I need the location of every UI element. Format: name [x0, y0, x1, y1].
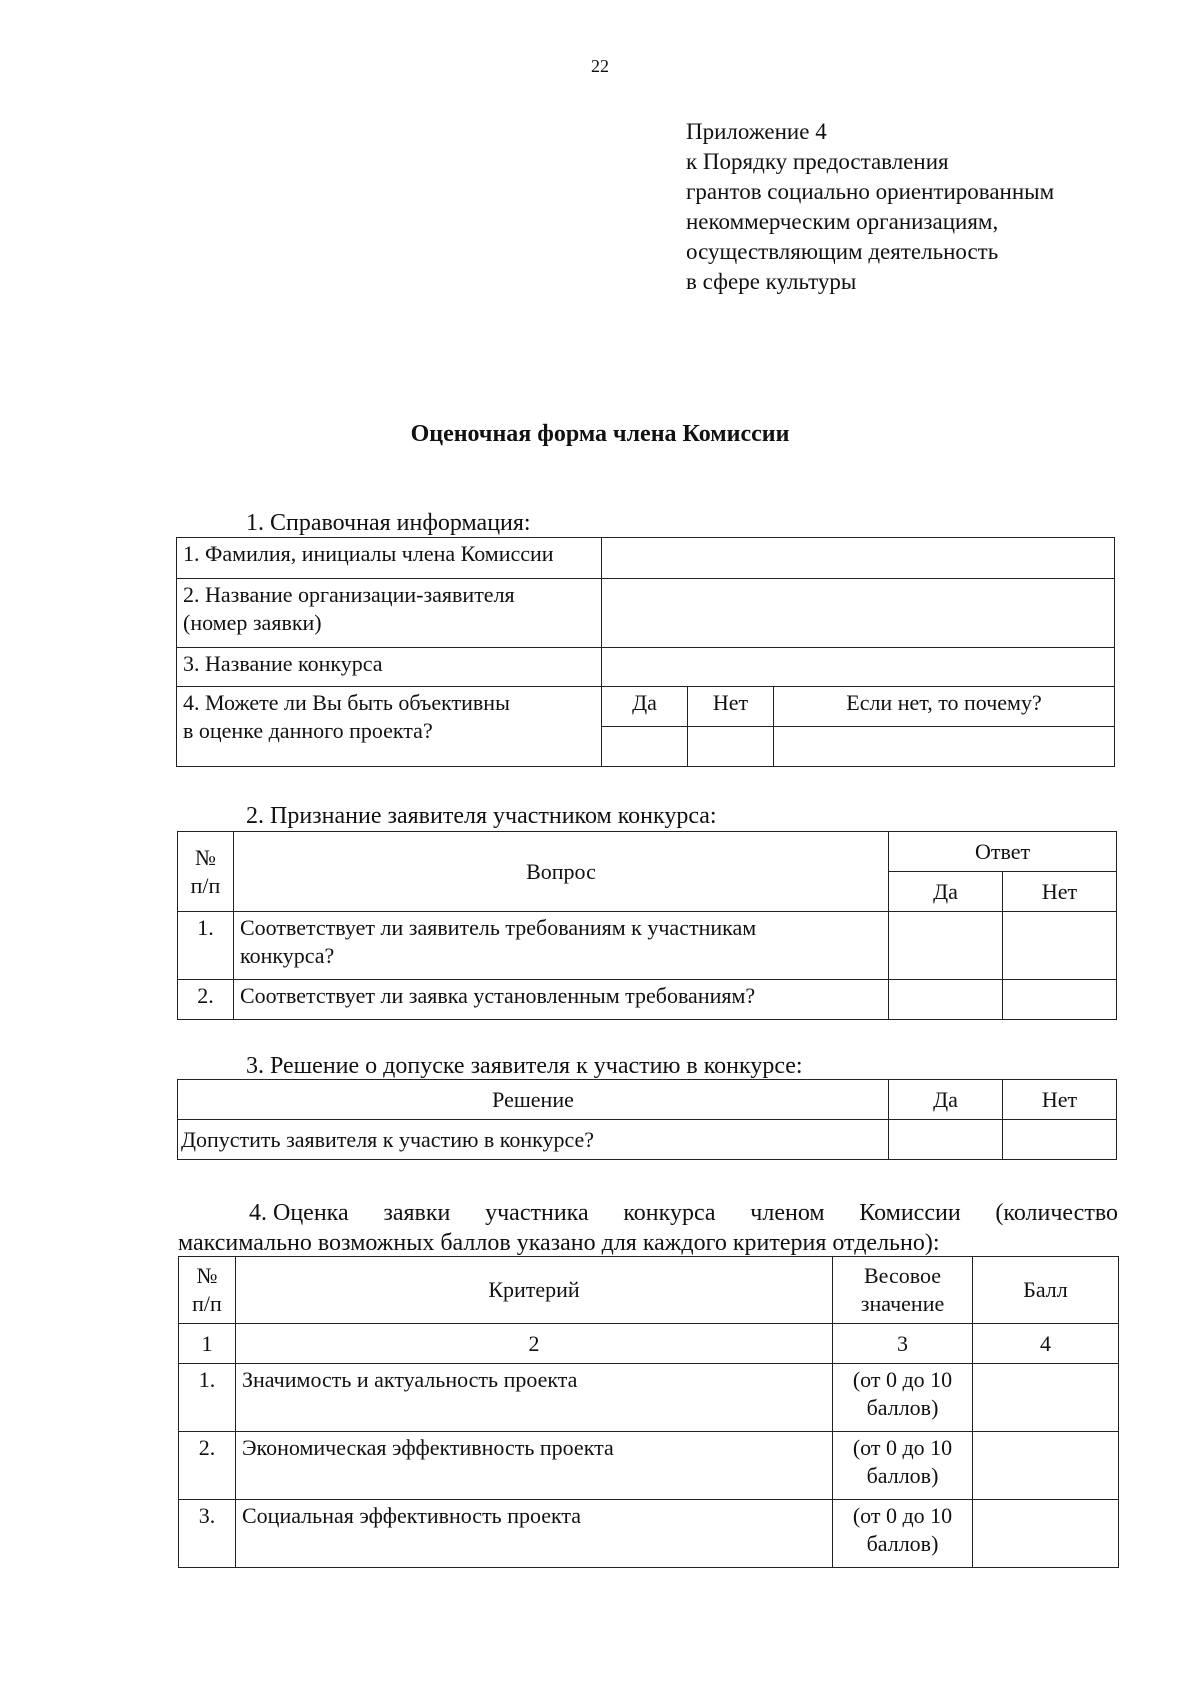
row-number: 1. [178, 912, 234, 980]
weight-value: (от 0 до 10 баллов) [833, 1364, 973, 1432]
row-label: 4. Можете ли Вы быть объективны в оценке данного проекта? [177, 687, 602, 767]
row-label: 3. Название конкурса [177, 648, 602, 687]
row-number: 3. [179, 1500, 236, 1568]
column-number: 1 [179, 1324, 236, 1364]
no-cell[interactable] [688, 727, 774, 767]
table-row [179, 1500, 1119, 1568]
section-3-heading: 3. Решение о допуске заявителя к участию в конкурсе: [246, 1053, 803, 1079]
score-cell[interactable] [973, 1364, 1119, 1432]
weight-header: Весовое значение [833, 1257, 973, 1324]
criterion-header: Критерий [236, 1257, 833, 1324]
criterion-text: Социальная эффективность проекта [236, 1500, 833, 1568]
section-1-heading: 1. Справочная информация: [246, 510, 531, 536]
appendix-line: грантов социально ориентированным [686, 179, 1055, 204]
evaluation-table [178, 1256, 1119, 1568]
no-cell[interactable] [1003, 1120, 1117, 1160]
no-header: Нет [1003, 872, 1117, 912]
document-title: Оценочная форма члена Комиссии [410, 421, 790, 447]
column-number: 2 [236, 1324, 833, 1364]
appendix-line: некоммерческим организациям, [686, 209, 999, 234]
num-header: № п/п [179, 1257, 236, 1324]
yes-cell[interactable] [889, 980, 1003, 1020]
table-row [178, 912, 1117, 980]
row-label: 2. Название организации-заявителя (номер заявки) [177, 579, 602, 648]
answer-cell[interactable] [602, 579, 1115, 648]
column-number: 4 [973, 1324, 1119, 1364]
why-cell[interactable] [774, 727, 1115, 767]
no-cell[interactable] [1003, 912, 1117, 980]
yes-header: Да [889, 1080, 1003, 1120]
yes-cell[interactable] [602, 727, 688, 767]
table-row [179, 1432, 1119, 1500]
yes-cell[interactable] [889, 1120, 1003, 1160]
score-cell[interactable] [973, 1500, 1119, 1568]
reference-info-table [176, 537, 1115, 767]
num-header: № п/п [178, 832, 234, 912]
decision-table [177, 1079, 1117, 1160]
admission-table [177, 831, 1117, 1020]
appendix-line: в сфере культуры [686, 269, 857, 294]
weight-value: (от 0 до 10 баллов) [833, 1432, 973, 1500]
answer-header: Ответ [889, 832, 1117, 872]
row-label: 1. Фамилия, инициалы члена Комиссии [177, 538, 602, 579]
no-header: Нет [1003, 1080, 1117, 1120]
column-numbering-row [179, 1324, 1119, 1364]
row-number: 2. [179, 1432, 236, 1500]
decision-header: Решение [178, 1080, 889, 1120]
answer-cell[interactable] [602, 538, 1115, 579]
question-header: Вопрос [234, 832, 889, 912]
no-cell[interactable] [1003, 980, 1117, 1020]
decision-text: Допустить заявителя к участию в конкурсе? [178, 1120, 889, 1160]
yes-header: Да [889, 872, 1003, 912]
column-number: 3 [833, 1324, 973, 1364]
question-text: Соответствует ли заявитель требованиям к участникам конкурса? [234, 912, 889, 980]
section-2-heading: 2. Признание заявителя участником конкурса: [246, 803, 717, 829]
page-number: 22 [591, 56, 609, 76]
question-text: Соответствует ли заявка установленным требованиям? [234, 980, 889, 1020]
appendix-line: осуществляющим деятельность [686, 239, 999, 264]
no-header: Нет [688, 687, 774, 727]
score-cell[interactable] [973, 1432, 1119, 1500]
appendix-line: Приложение 4 [686, 119, 827, 144]
row-number: 2. [178, 980, 234, 1020]
criterion-text: Экономическая эффективность проекта [236, 1432, 833, 1500]
answer-cell[interactable] [602, 648, 1115, 687]
appendix-line: к Порядку предоставления [686, 149, 949, 174]
weight-value: (от 0 до 10 баллов) [833, 1500, 973, 1568]
score-header: Балл [973, 1257, 1119, 1324]
table-row [179, 1364, 1119, 1432]
yes-cell[interactable] [889, 912, 1003, 980]
table-row [178, 980, 1117, 1020]
row-number: 1. [179, 1364, 236, 1432]
yes-header: Да [602, 687, 688, 727]
why-header: Если нет, то почему? [774, 687, 1115, 727]
section-4-heading: 4. Оценка заявки участника конкурса членом Комиссии (количество максимально возможных баллов указано для каждого критерия отдельно): [178, 1200, 1118, 1256]
appendix-note [686, 117, 1054, 297]
criterion-text: Значимость и актуальность проекта [236, 1364, 833, 1432]
